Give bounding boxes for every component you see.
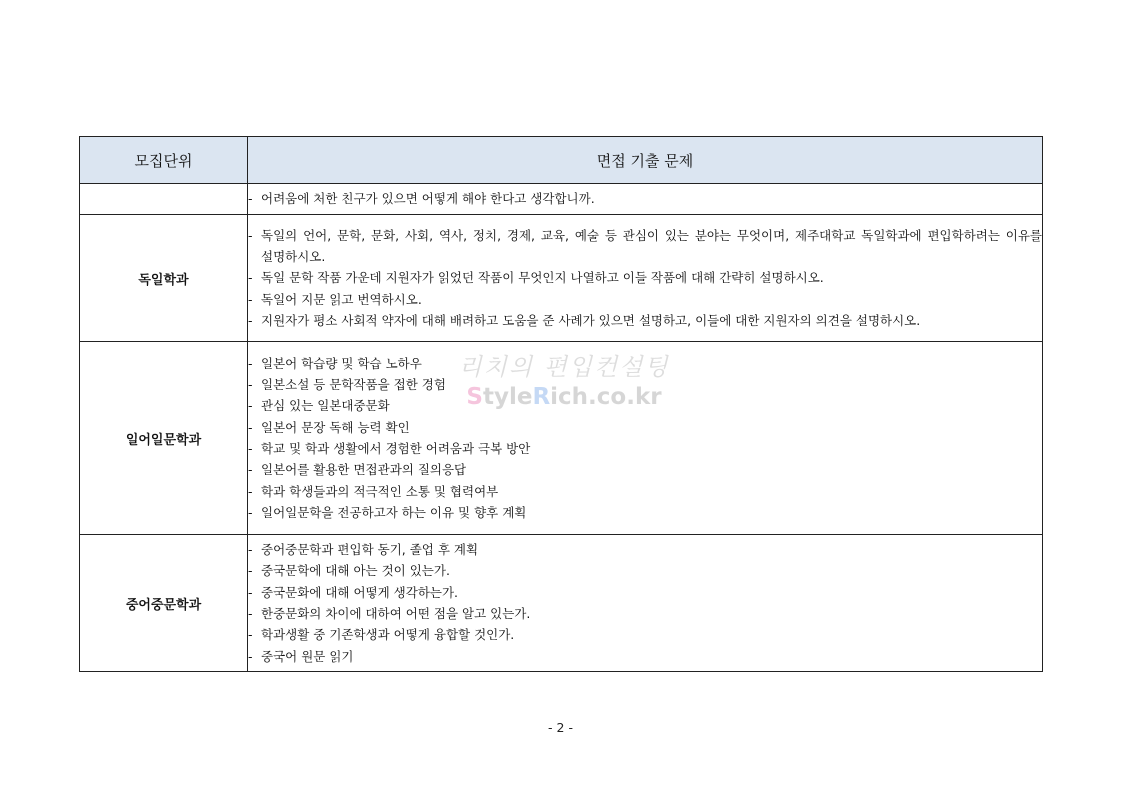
questions-cell: [248, 184, 1043, 215]
question-item: - 중국문학에 대해 아는 것이 있는가.: [248, 563, 450, 579]
table-row: [80, 184, 1043, 215]
page-number: - 2 -: [548, 720, 573, 735]
question-item: - 일본어를 활용한 면접관과의 질의응답: [248, 462, 467, 478]
unit-cell: 독일학과: [80, 215, 248, 342]
header-unit: 모집단위: [80, 137, 248, 184]
table-row: [80, 342, 1043, 535]
question-item: - 일어일문학을 전공하고자 하는 이유 및 향후 계획: [248, 504, 527, 520]
question-item: - 관심 있는 일본대중문화: [248, 398, 390, 414]
table-row: [80, 535, 1043, 672]
table-header-row: [80, 137, 1043, 184]
unit-cell: 중어중문학과: [80, 535, 248, 672]
question-item: - 일본어 문장 독해 능력 확인: [248, 419, 410, 435]
question-item: - 독일어 지문 읽고 번역하시오.: [248, 291, 422, 307]
question-item: - 독일의 언어, 문학, 문화, 사회, 역사, 정치, 경제, 교육, 예술 등 관심이 있는 분야는 무엇이며, 제주대학교 독일학과에 편입학하려는 이유를 설명하시오.: [248, 227, 1042, 265]
question-item: - 중어중문학과 편입학 동기, 졸업 후 계획: [248, 542, 479, 558]
questions-cell: [248, 215, 1043, 342]
interview-questions-table: [79, 136, 1043, 672]
watermark-site: StyleRich.co.kr: [466, 384, 662, 410]
questions-cell: [248, 535, 1043, 672]
questions-cell: [248, 342, 1043, 535]
question-item: - 한중문화의 차이에 대하여 어떤 점을 알고 있는가.: [248, 606, 531, 621]
unit-cell: 일어일문학과: [80, 342, 248, 535]
question-item: - 학교 및 학과 생활에서 경험한 어려움과 극복 방안: [248, 441, 531, 456]
question-item: - 학과생활 중 기존학생과 어떻게 융합할 것인가.: [248, 627, 515, 643]
question-item: - 중국문화에 대해 어떻게 생각하는가.: [248, 584, 459, 600]
table-row: [80, 215, 1043, 342]
header-questions: 면접 기출 문제: [248, 137, 1043, 184]
question-item: - 지원자가 평소 사회적 약자에 대해 배려하고 도움을 준 사례가 있으면 설명하고, 이들에 대한 지원자의 의견을 설명하시오.: [248, 312, 921, 328]
question-item: - 어려움에 처한 친구가 있으면 어떻게 해야 한다고 생각합니까.: [248, 191, 595, 207]
question-item: - 일본소설 등 문학작품을 접한 경험: [248, 377, 446, 393]
question-item: - 중국어 원문 읽기: [248, 648, 354, 664]
question-item: - 학과 학생들과의 적극적인 소통 및 협력여부: [248, 483, 499, 499]
question-item: - 독일 문학 작품 가운데 지원자가 읽었던 작품이 무엇인지 나열하고 이들 작품에 대해 간략히 설명하시오.: [248, 270, 824, 286]
unit-cell: [80, 184, 248, 215]
watermark-korean: 리치의 편입컨설팅: [458, 353, 670, 381]
question-item: - 일본어 학습량 및 학습 노하우: [248, 355, 422, 371]
